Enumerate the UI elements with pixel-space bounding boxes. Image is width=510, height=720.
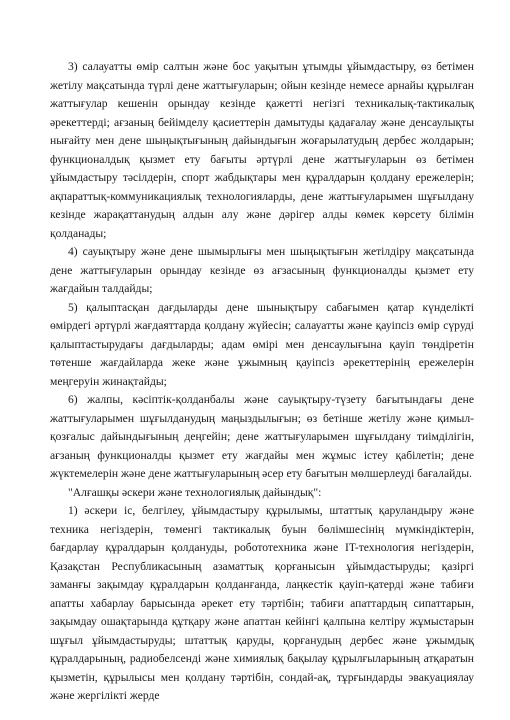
section-paragraph-1: 1) әскери іс, белгілеу, ұйымдастыру құрылымы, штаттық қаруландыру және техника негіздерін, төменгі тактикалық буын бөлімшесінің мүмкіндіктерін, бағдарлау құралдарын қолдануды, робототехника және IT-технология негіздерін, Қазақстан Республикасының азаматтық қорғанысын ұйымдастыруды; қазіргі заманғы зақымдау құралдарын қолданғанда, лаңкестік қауіп-қатерді және табиғи апатты хабарлау барысында әрекет ету тәртібін; табиғи апаттардың сипаттарын, зақымдау ошақтарында құтқару және апаттан кейінгі қалпына келтіру жұмыстарын шұғыл ұйымдастыруды; штаттық қаруды, қорғанудың дербес және ұжымдық құралдарының, радиобелсенді және химиялық бақылау құрылғыларының атқаратын қызметін, құрылысы мен қолдану тәртібін, сондай-ақ, тұрғындарды эвакуациялау және жергілікті жерде: [50, 504, 474, 702]
paragraph-6: 6) жалпы, кәсіптік-қолданбалы және сауықтыру-түзету бағытындағы дене жаттығуларымен шұғылданудың маңыздылығын; өз бетінше жетілу және қимыл-қозғалыс дайындығының деңгейін; дене жаттығуларымен шұғылдану тиімділігін, ағзаның функционалды қызмет ету жағдайы мен жұмыс істеу қабілетін; дене жүктемелерін және дене жаттығуларының әсер ету бағытын мөлшерлеуді бағалайды.: [50, 393, 474, 480]
paragraph-4: 4) сауықтыру және дене шымырлығы мен шыңықтығын жетілдіру мақсатында дене жаттығуларын орындау кезінде өз ағзасының функционалды қызмет ету жағдайын талдайды;: [50, 245, 474, 295]
paragraph-3: 3) салауатты өмір салтын және бос уақытын ұтымды ұйымдастыру, өз бетімен жетілу мақсатында түрлі дене жаттығуларын; ойын кезінде немесе арнайы құрылған жаттығулар кешенін орындау кезінде қажетті негізгі техникалық-тактикалық әрекеттерді; ағзаның бейімделу қасиеттерін дамытуды қадағалау және денсаулықты нығайту мен дене шыңықтығының дайындығын жоғарылатудың дербес жолдарын; функционалдық қызмет ету бағыты әртүрлі дене жаттығуларын өз бетімен ұйымдастыру тәсілдерін, спорт жабдықтары мен құралдарын қолдану ережелерін; ақпараттық-коммуникациялық технологияларды, дене жаттығуларымен шұғылдану кезінде жарақаттанудың алдын алу және дәрігер алды көмек көрсету білімін қолданады;: [50, 60, 474, 240]
document-page: [50, 58, 474, 706]
paragraph-5: 5) қалыптасқан дағдыларды дене шынықтыру сабағымен қатар күнделікті өмірдегі әртүрлі жағдаяттарда қолдану жүйесін; салауатты және қауіпсіз өмір сүруді қалыптастырудағы дағдыларды; адам өмірі мен денсаулығына қауіп төндіретін төтенше жағдайларда жеке және ұжымның қауіпсіз әрекеттерінің ережелерін меңгеруін жинақтайды;: [50, 300, 474, 388]
section-heading: "Алғашқы әскери және технологиялық дайындық":: [68, 485, 322, 499]
